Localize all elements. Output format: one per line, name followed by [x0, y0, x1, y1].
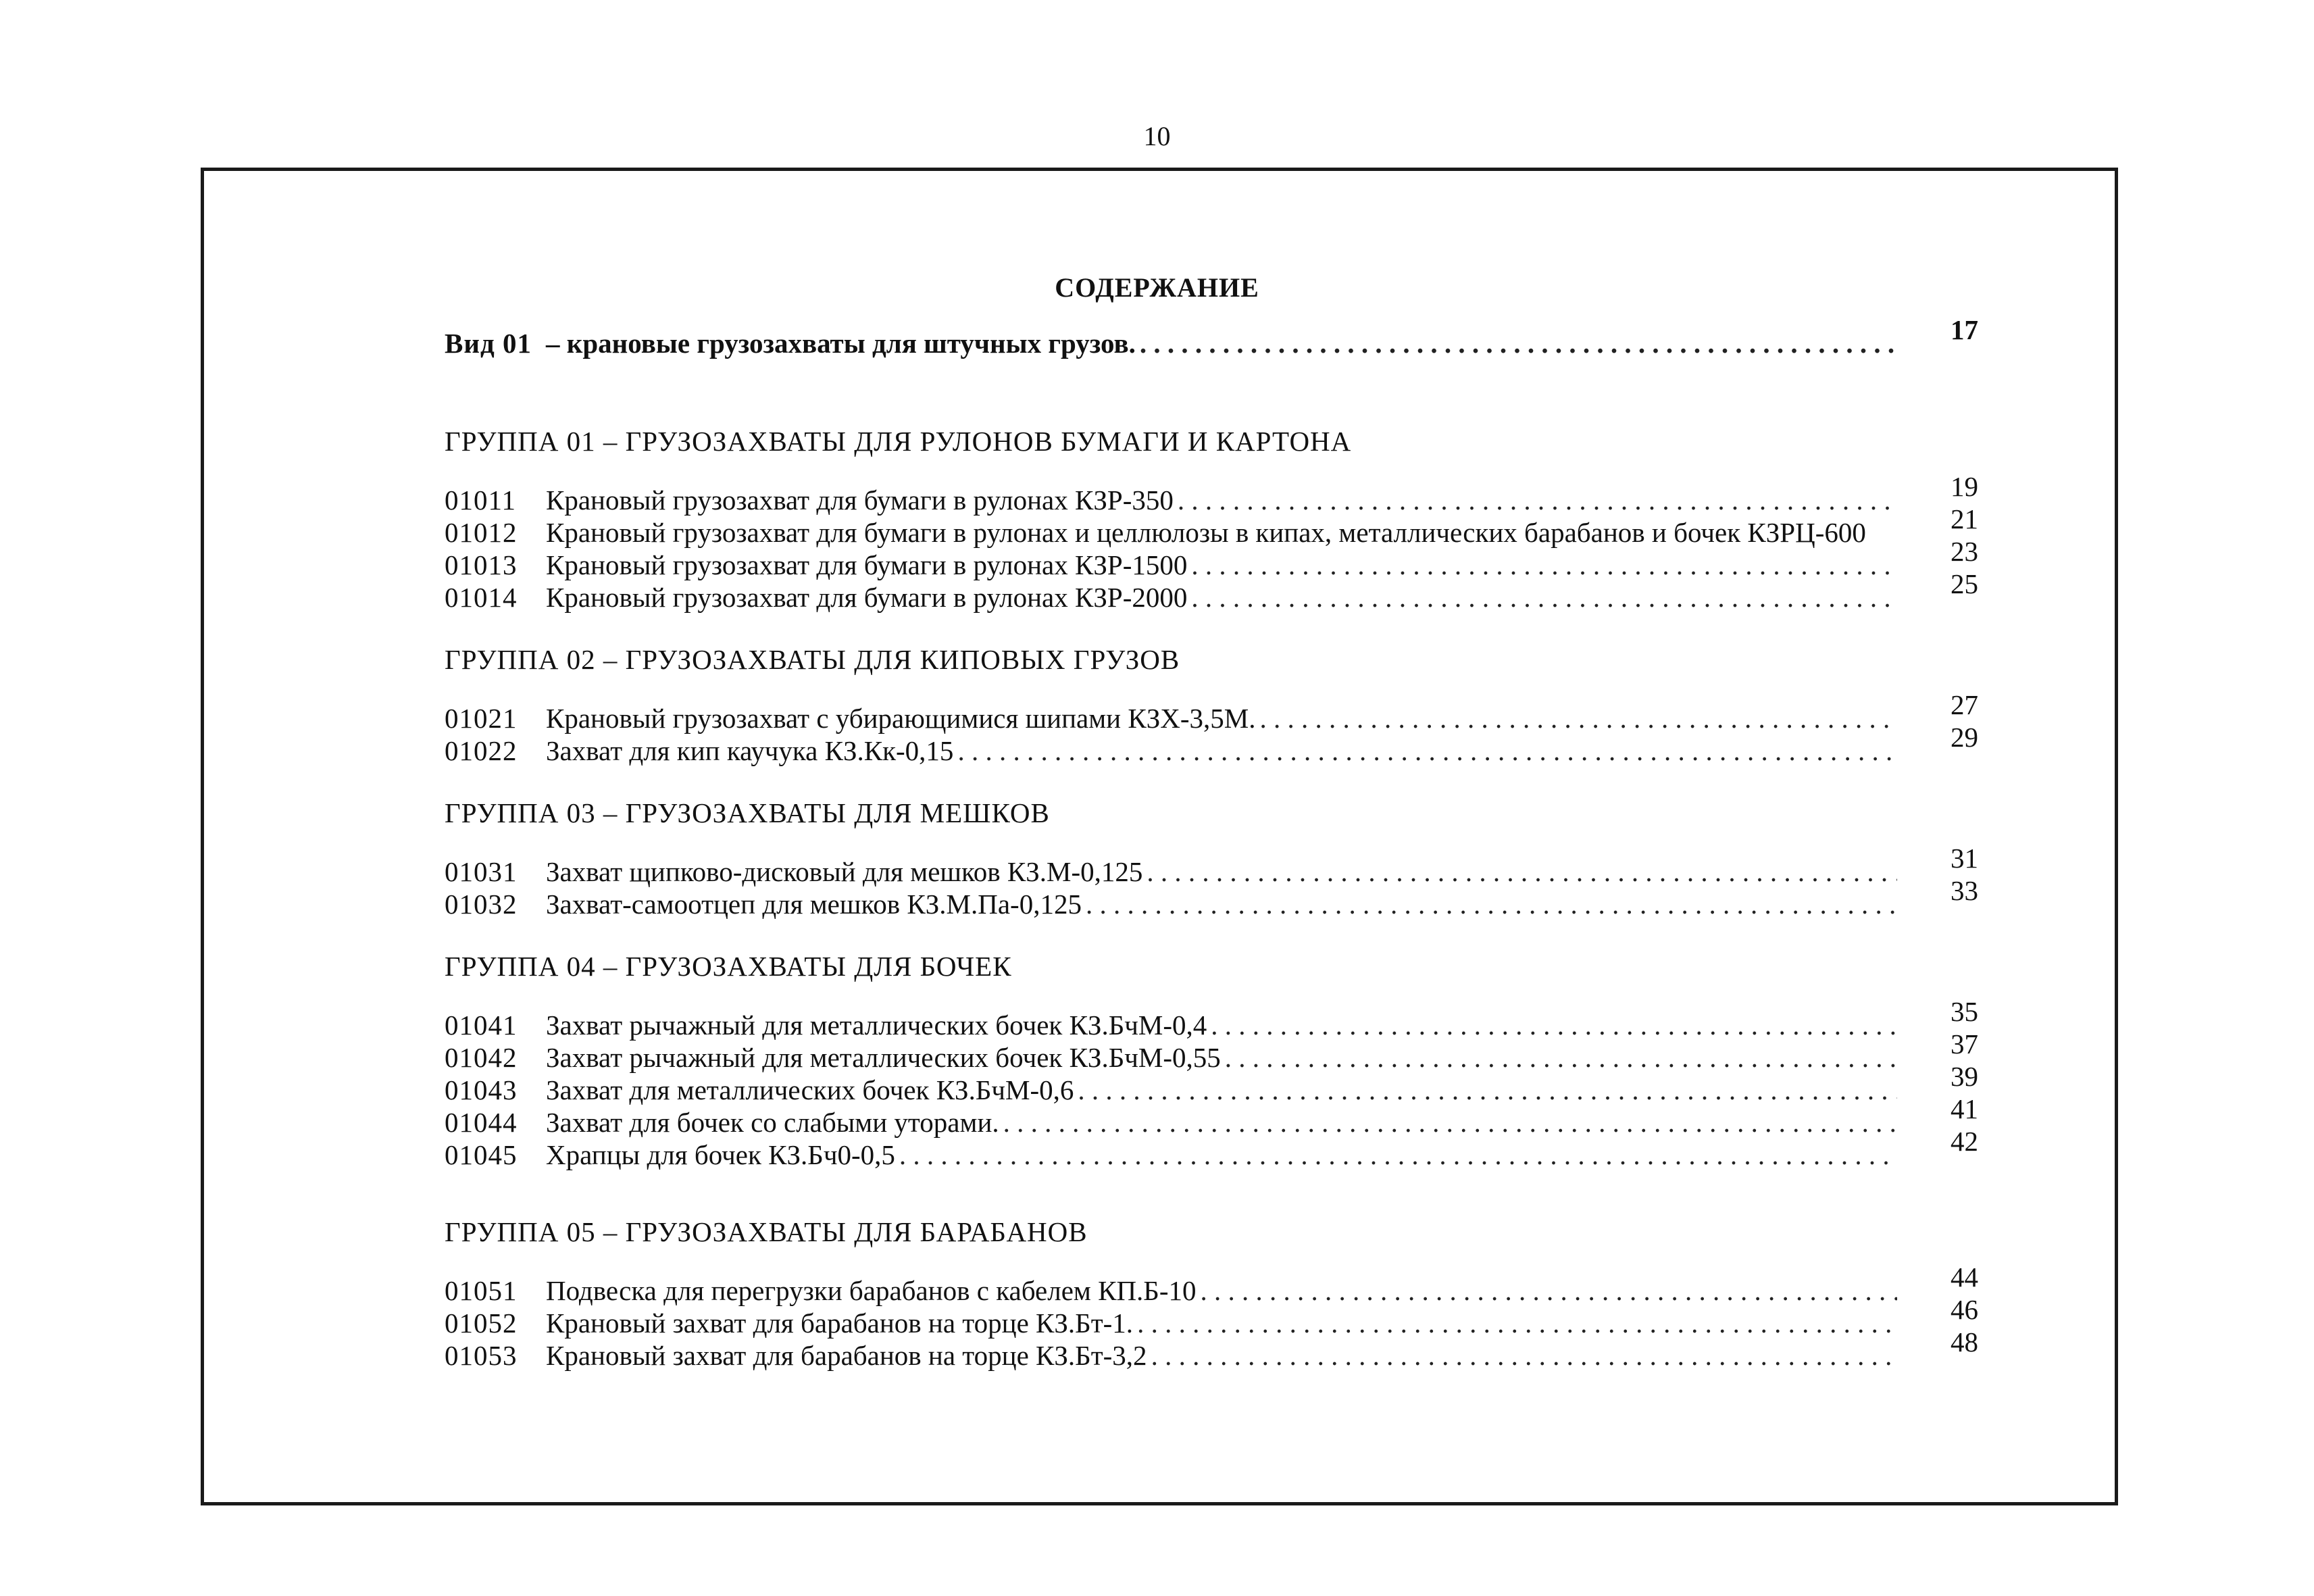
entry-page: 29	[1951, 722, 1978, 753]
entry-text: – крановые грузозахваты для штучных грузов.	[546, 328, 1136, 359]
entry-code: 01012	[445, 517, 518, 548]
dot-leader	[1140, 324, 1897, 362]
toc-entry-01045[interactable]	[445, 1126, 1978, 1174]
entry-text: Захват щипково-дисковый для мешков КЗ.М-0,125	[546, 856, 1143, 887]
dot-leader	[1191, 578, 1897, 616]
entry-code: 01013	[445, 549, 518, 580]
entry-text: Крановый захват для барабанов на торце КЗ.Бт-1.	[546, 1307, 1134, 1339]
entry-code: 01043	[445, 1074, 518, 1105]
entry-text: Храпцы для бочек КЗ.Бч0-0,5	[546, 1139, 895, 1170]
dot-leader	[1151, 1337, 1897, 1374]
dot-leader	[1086, 885, 1897, 923]
entry-code: 01042	[445, 1042, 518, 1073]
toc-entry-01032[interactable]	[445, 875, 1978, 923]
entry-text: Крановый грузозахват для бумаги в рулонах КЗР-1500	[546, 549, 1188, 580]
entry-code: 01011	[445, 484, 516, 516]
entry-page: 25	[1951, 568, 1978, 599]
entry-page: 42	[1951, 1126, 1978, 1157]
entry-text: Крановый грузозахват для бумаги в рулонах и целлюлозы в кипах, металлических барабанов и бочек КЗРЦ-600	[546, 517, 1866, 548]
group-heading-01: ГРУППА 01 – ГРУЗОЗАХВАТЫ ДЛЯ РУЛОНОВ БУМАГИ И КАРТОНА	[445, 426, 1352, 457]
entry-code: 01053	[445, 1340, 518, 1371]
dot-leader	[899, 1136, 1897, 1174]
entry-page: 19	[1951, 471, 1978, 502]
entry-page: 39	[1951, 1061, 1978, 1092]
dot-leader	[957, 732, 1897, 770]
entry-page: 35	[1951, 996, 1978, 1027]
entry-code: 01014	[445, 582, 518, 613]
entry-code: 01045	[445, 1139, 518, 1170]
entry-code: 01044	[445, 1107, 518, 1138]
entry-text: Крановый грузозахват для бумаги в рулонах КЗР-2000	[546, 582, 1188, 613]
toc-entry-01053[interactable]	[445, 1326, 1978, 1374]
entry-text: Подвеска для перегрузки барабанов с кабелем КП.Б-10	[546, 1275, 1197, 1306]
entry-page: 27	[1951, 689, 1978, 720]
entry-text: Захват для металлических бочек КЗ.БчМ-0,6	[546, 1074, 1074, 1105]
entry-code: 01052	[445, 1307, 518, 1339]
entry-code: Вид 01	[445, 328, 532, 359]
entry-text: Захват для кип каучука КЗ.Кк-0,15	[546, 735, 954, 766]
entry-page: 17	[1951, 314, 1978, 345]
entry-text: Захват рычажный для металлических бочек КЗ.БчМ-0,55	[546, 1042, 1221, 1073]
toc-entry-01014[interactable]	[445, 568, 1978, 616]
entry-code: 01022	[445, 735, 518, 766]
entry-code: 01032	[445, 889, 518, 920]
toc-entry-vid-01[interactable]	[445, 314, 1978, 362]
toc-entry-01022[interactable]	[445, 722, 1978, 770]
entry-text: Крановый захват для барабанов на торце КЗ.Бт-3,2	[546, 1340, 1147, 1371]
group-heading-02: ГРУППА 02 – ГРУЗОЗАХВАТЫ ДЛЯ КИПОВЫХ ГРУЗОВ	[445, 644, 1180, 675]
entry-page: 31	[1951, 843, 1978, 874]
entry-text: Захват рычажный для металлических бочек КЗ.БчМ-0,4	[546, 1009, 1207, 1041]
toc-title: СОДЕРЖАНИЕ	[1055, 272, 1259, 303]
entry-code: 01021	[445, 703, 518, 734]
entry-page: 48	[1951, 1326, 1978, 1357]
entry-code: 01051	[445, 1275, 518, 1306]
entry-page: 37	[1951, 1028, 1978, 1059]
entry-text: Захват для бочек со слабыми уторами.	[546, 1107, 999, 1138]
entry-page: 23	[1951, 536, 1978, 567]
entry-code: 01041	[445, 1009, 518, 1041]
entry-page: 44	[1951, 1262, 1978, 1293]
page-number: 10	[1143, 121, 1171, 151]
group-heading-04: ГРУППА 04 – ГРУЗОЗАХВАТЫ ДЛЯ БОЧЕК	[445, 951, 1012, 982]
entry-page: 33	[1951, 875, 1978, 906]
group-heading-03: ГРУППА 03 – ГРУЗОЗАХВАТЫ ДЛЯ МЕШКОВ	[445, 797, 1050, 828]
entry-page: 46	[1951, 1294, 1978, 1325]
entry-text: Крановый грузозахват для бумаги в рулонах КЗР-350	[546, 484, 1174, 516]
entry-page: 41	[1951, 1093, 1978, 1124]
entry-code: 01031	[445, 856, 518, 887]
entry-text: Крановый грузозахват с убирающимися шипами КЗХ-3,5М.	[546, 703, 1256, 734]
entry-page: 21	[1951, 503, 1978, 534]
group-heading-05: ГРУППА 05 – ГРУЗОЗАХВАТЫ ДЛЯ БАРАБАНОВ	[445, 1216, 1088, 1247]
entry-text: Захват-самоотцеп для мешков КЗ.М.Па-0,125	[546, 889, 1082, 920]
